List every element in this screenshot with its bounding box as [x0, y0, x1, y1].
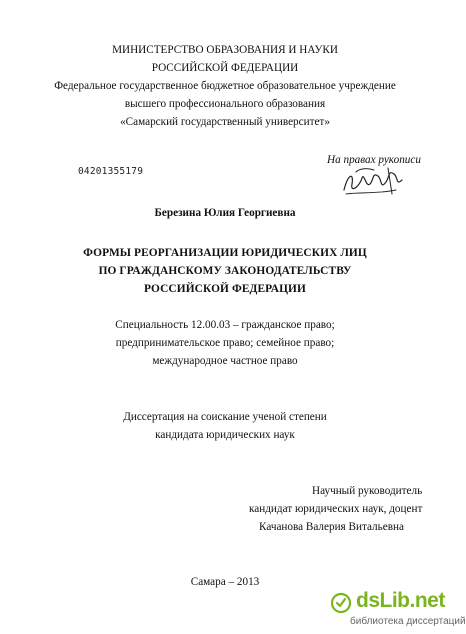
dissertation-line-1: Диссертация на соискание ученой степени — [123, 411, 327, 423]
dslib-brand: dsLib.net — [356, 589, 445, 612]
specialty-line-1: Специальность 12.00.03 – гражданское право; — [115, 319, 335, 331]
title-line-2: ПО ГРАЖДАНСКОМУ ЗАКОНОДАТЕЛЬСТВУ — [98, 265, 352, 277]
institution-line-1: Федеральное государственное бюджетное образовательное учреждение — [54, 80, 396, 92]
supervisor-degree: кандидат юридических наук, доцент — [249, 503, 423, 515]
dslib-tagline: библиотека диссертаций — [350, 616, 466, 627]
ministry-line-1: МИНИСТЕРСТВО ОБРАЗОВАНИЯ И НАУКИ — [112, 44, 338, 56]
supervisor-name: Качанова Валерия Витальевна — [259, 521, 404, 533]
dissertation-line-2: кандидата юридических наук — [155, 429, 295, 441]
manuscript-note: На правах рукописи — [327, 154, 421, 166]
specialty-line-3: международное частное право — [152, 355, 298, 367]
city-year: Самара – 2013 — [190, 576, 260, 588]
ministry-line-2: РОССИЙСКОЙ ФЕДЕРАЦИИ — [151, 62, 299, 74]
author-name: Березина Юлия Георгиевна — [154, 207, 296, 219]
institution-line-3: «Самарский государственный университет» — [120, 116, 330, 128]
dslib-watermark — [330, 588, 466, 632]
supervisor-heading: Научный руководитель — [312, 485, 423, 497]
title-line-3: РОССИЙСКОЙ ФЕДЕРАЦИИ — [144, 283, 306, 295]
title-line-1: ФОРМЫ РЕОРГАНИЗАЦИИ ЮРИДИЧЕСКИХ ЛИЦ — [83, 247, 367, 259]
signature-icon — [338, 164, 408, 200]
dslib-logo-icon — [330, 592, 352, 614]
specialty-line-2: предпринимательское право; семейное право; — [115, 337, 335, 349]
registration-number: 04201355179 — [78, 166, 144, 177]
institution-line-2: высшего профессионального образования — [124, 98, 326, 110]
